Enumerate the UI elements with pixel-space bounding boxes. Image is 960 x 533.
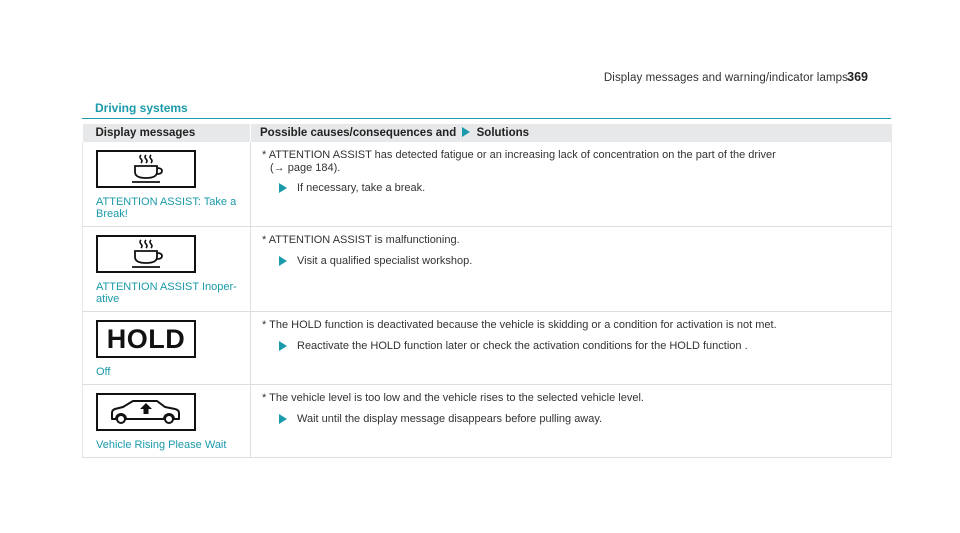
solution-text: If necessary, take a break. [297,182,426,194]
table-row [83,142,892,227]
causes-solutions-cell [251,142,892,227]
solution-item [262,413,883,425]
display-message-cell [83,385,251,458]
cause-line: * ATTENTION ASSIST has detected fatigue or an increasing lack of concentration on the part of the driver [262,149,776,161]
cause-text: * The HOLD function is deactivated because the vehicle is skidding or a condition for activation is not met. [262,319,777,331]
coffee-cup-icon [96,235,196,273]
display-message-text: Vehicle Rising Please Wait [96,439,227,451]
solution-item [262,340,883,352]
causes-solutions-cell [251,312,892,385]
table-header-row [83,124,892,142]
solution-text: Wait until the display message disappears before pulling away. [297,412,603,425]
causes-solutions-cell [251,227,892,312]
display-message-cell [83,227,251,312]
solution-arrow-icon [279,414,287,424]
solution-text: Reactivate the HOLD function later or check the activation conditions for the HOLD function . [297,339,748,352]
display-message-text: ATTENTION ASSIST Inoper- ative [96,281,237,305]
solution-item [262,255,883,267]
col-header-causes-solutions [251,124,892,142]
hold-icon-text: HOLD [106,323,186,354]
display-message-text: ATTENTION ASSIST: Take a Break! [96,196,237,220]
section-rule [82,118,891,119]
table-row [83,312,892,385]
coffee-cup-icon [96,150,196,188]
solution-arrow-icon [279,256,287,266]
cause-text: * ATTENTION ASSIST is malfunctioning. [262,234,460,246]
solution-item [262,182,883,194]
display-message-cell [83,142,251,227]
section-title: Driving systems [95,101,188,115]
solution-arrow-icon [279,341,287,351]
cause-text: * The vehicle level is too low and the vehicle rises to the selected vehicle level. [262,392,644,404]
solution-arrow-icon [462,127,470,137]
col-header-solutions: Solutions [476,127,530,140]
causes-solutions-cell [251,385,892,458]
messages-table [82,124,892,458]
hold-indicator-icon [96,320,196,358]
col-header-display-messages: Display messages [83,124,251,142]
table-row [83,227,892,312]
display-message-text: Off [96,366,111,378]
vehicle-level-raise-icon [96,393,196,431]
cause-page-reference: (→ page 184). [270,161,341,174]
solution-text: Visit a qualified specialist workshop. [297,254,473,267]
display-message-cell [83,312,251,385]
page-number: 369 [847,70,868,84]
running-header: Display messages and warning/indicator lamps [603,72,848,84]
col-header-causes: Possible causes/consequences and [260,127,457,140]
cause-text [262,149,883,174]
table-row [83,385,892,458]
solution-arrow-icon [279,183,287,193]
